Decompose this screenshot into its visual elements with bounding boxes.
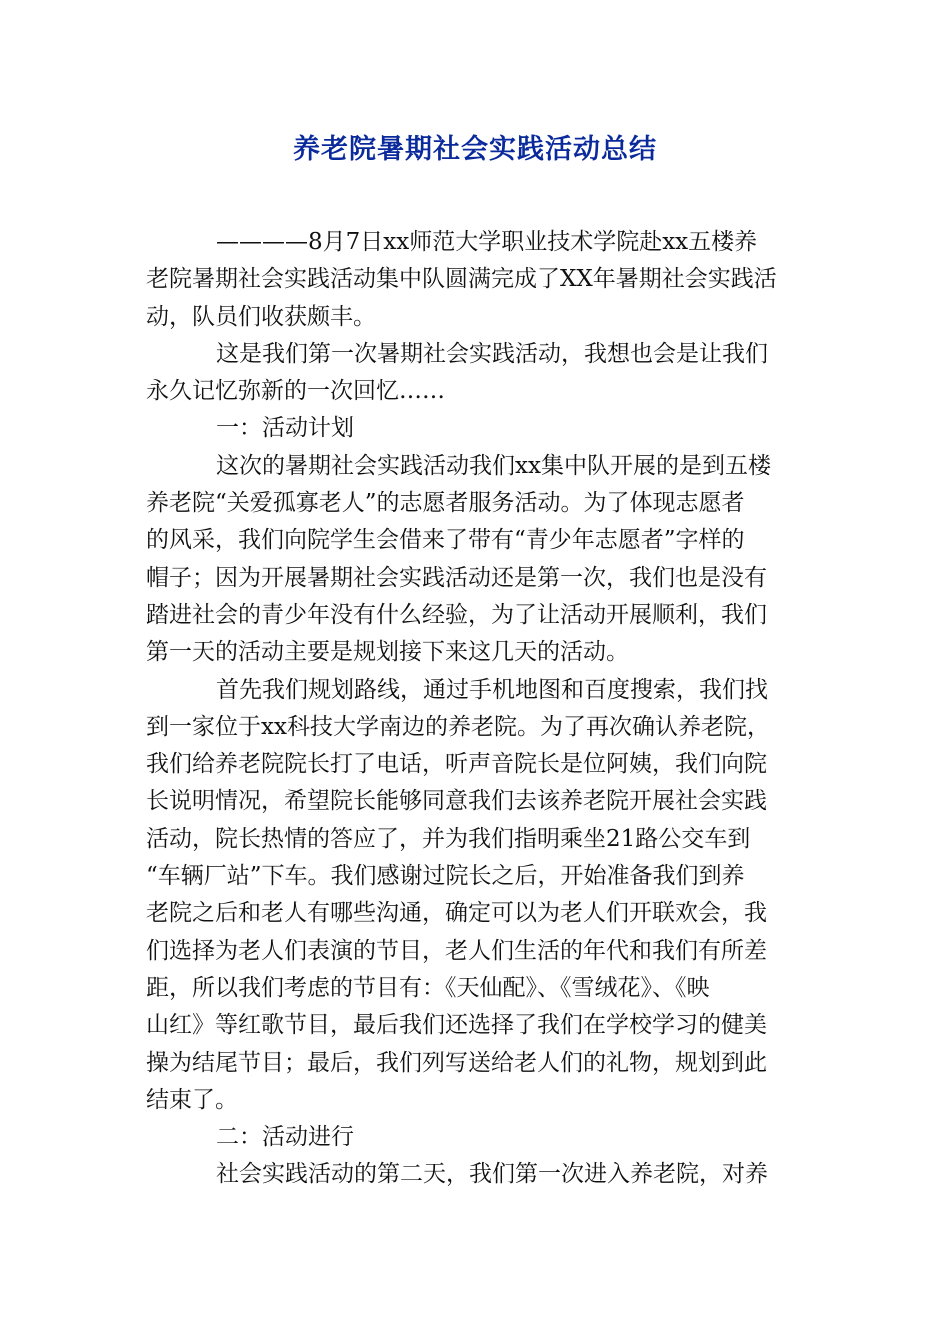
document-body [146,224,806,1194]
paragraph-line: 我们给养老院院长打了电话，听声音院长是位阿姨，我们向院 [146,751,767,778]
paragraph-line: 帽子；因为开展暑期社会实践活动还是第一次，我们也是没有 [146,564,767,591]
paragraph-line: 老院之后和老人有哪些沟通，确定可以为老人们开联欢会，我 [146,900,767,927]
paragraph-line: 这是我们第一次暑期社会实践活动，我想也会是让我们 [216,340,768,367]
paragraph-line: 长说明情况，希望院长能够同意我们去该养老院开展社会实践 [146,788,767,815]
paragraph-line: 社会实践活动的第二天，我们第一次进入养老院，对养 [216,1161,768,1188]
paragraph-line: ————8月7日xx师范大学职业技术学院赴xx五楼养 [216,229,758,255]
paragraph-line: 操为结尾节目；最后，我们列写送给老人们的礼物，规划到此 [146,1049,767,1076]
paragraph-line: 老院暑期社会实践活动集中队圆满完成了XX年暑期社会实践活 [146,266,777,293]
paragraph-line: 到一家位于xx科技大学南边的养老院。为了再次确认养老院， [146,713,770,740]
paragraph-line: 首先我们规划路线，通过手机地图和百度搜索，我们找 [216,676,768,703]
paragraph-line: 结束了。 [146,1086,238,1113]
paragraph-line: 距，所以我们考虑的节目有：《天仙配》、《雪绒花》、《映 [146,974,710,1001]
paragraph-line: 活动，院长热情的答应了，并为我们指明乘坐21路公交车到 [146,825,751,852]
section-heading: 一：活动计划 [216,415,354,442]
paragraph-line: 第一天的活动主要是规划接下来这几天的活动。 [146,639,629,666]
paragraph-line: 养老院“关爱孤寡老人”的志愿者服务活动。为了体现志愿者 [146,490,745,517]
paragraph-line: 们选择为老人们表演的节目，老人们生活的年代和我们有所差 [146,937,767,964]
paragraph-line: 的风采，我们向院学生会借来了带有“青少年志愿者”字样的 [146,527,745,554]
paragraph-line: 踏进社会的青少年没有什么经验，为了让活动开展顺利，我们 [146,601,767,628]
paragraph-line: 动，队员们收获颇丰。 [146,303,376,330]
paragraph-line: 山红》等红歌节目，最后我们还选择了我们在学校学习的健美 [146,1012,767,1039]
paragraph-line: 这次的暑期社会实践活动我们xx集中队开展的是到五楼 [216,452,771,479]
paragraph-line: 永久记忆弥新的一次回忆…… [146,378,445,405]
section-heading: 二：活动进行 [216,1124,354,1151]
paragraph-line: “车辆厂站”下车。我们感谢过院长之后，开始准备我们到养 [146,863,745,890]
document-title: 养老院暑期社会实践活动总结 [293,134,657,165]
